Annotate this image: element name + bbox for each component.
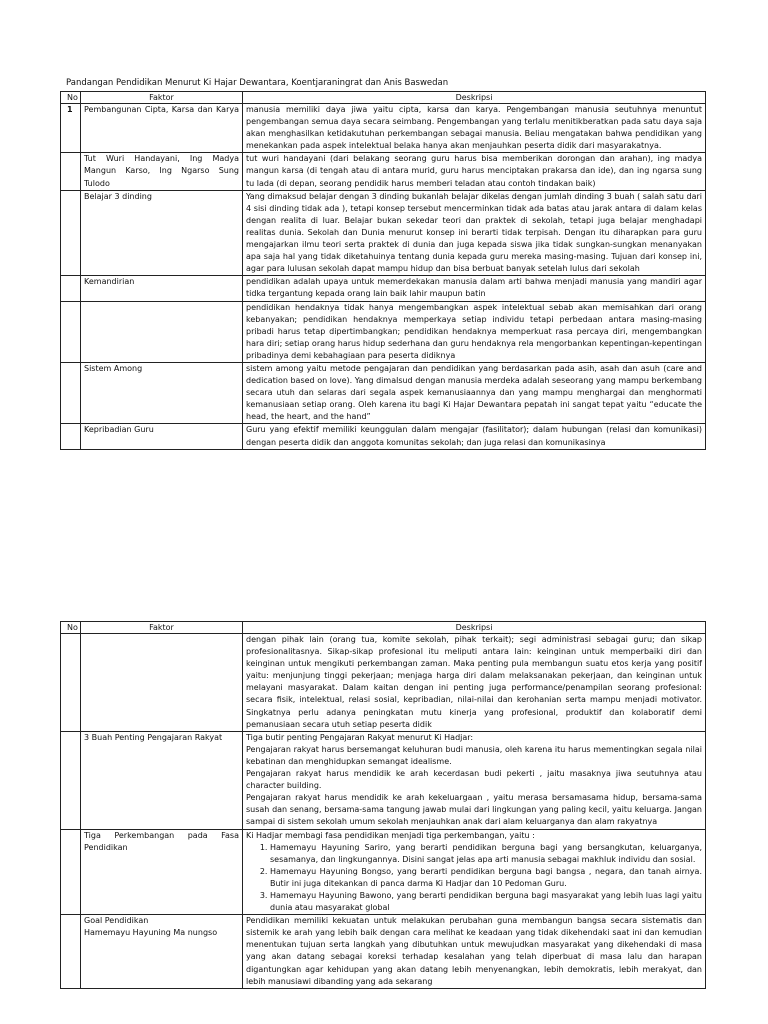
table-row: [61, 362, 706, 423]
faktor-cell: Tut Wuri Handayani, Ing Madya Mangun Karso, Ing Ngarso Sung Tulodo: [81, 153, 243, 190]
table-row: [61, 634, 706, 732]
header-deskripsi: Deskripsi: [243, 622, 706, 634]
paragraph: Pengajaran rakyat harus mendidik ke arah kekeluargaan , yaitu merasa bersamasama hidup, bersama-sama susah dan senang, bersama-sama tangung jawab mulai dari lingkungan yang paling kecil, yaitu keluarga. Jangan sampai di sistem sekolah umum sekolah menjauhkan anak dari alam keluarganya dan alam rakyatnya: [246, 793, 702, 827]
table-row: [61, 915, 706, 989]
row-number: [61, 424, 81, 449]
faktor-cell: Kepribadian Guru: [81, 424, 243, 449]
header-faktor: Faktor: [81, 622, 243, 634]
header-no: No: [61, 622, 81, 634]
deskripsi-cell: pendidikan hendaknya tidak hanya mengembangkan aspek intelektual sebab akan memisahkan dari orang kebanyakan; pendidikan hendaknya memperkaya setiap individu tetapi perbedaan antara masing-masing pribadi harus tetap dipertimbangkan; pendidikan hendaknya memperkuat rasa percaya diri, mengembangkan hara diri; setiap orang harus hidup sederhana dan guru hendaknya rela mengorbankan kepentingan-kepentingan pribadinya demi kebahagiaan para peserta didiknya: [243, 301, 706, 362]
table-row: [61, 190, 706, 276]
row-number: [61, 362, 81, 423]
row-number: [61, 634, 81, 732]
faktor-cell: 3 Buah Penting Pengajaran Rakyat: [81, 731, 243, 829]
faktor-cell: [81, 301, 243, 362]
row-number: [61, 731, 81, 829]
faktor-cell: Pembangunan Cipta, Karsa dan Karya: [81, 104, 243, 153]
paragraph: Tiga butir penting Pengajaran Rakyat menurut Ki Hadjar:: [246, 732, 474, 742]
deskripsi-cell: sistem among yaitu metode pengajaran dan pendidikan yang berdasarkan pada asih, asah dan asuh (care and dedication based on love). Yang dimalsud dengan manusia merdeka adalah seseorang yang mampu berkembang secara utuh dan selaras dari segala aspek kemanusiaannya dan yang mampu menghargai dan menghormati kemanusiaan setiap orang. Oleh karena itu bagi Ki Hajar Dewantara pepatah ini sangat tepat yaitu “educate the head, the heart, and the hand”: [243, 362, 706, 423]
row-number: [61, 829, 81, 915]
deskripsi-cell: Guru yang efektif memiliki keunggulan dalam mengajar (fasilitator); dalam hubungan (relasi dan komunikasi) dengan peserta didik dan anggota komunitas sekolah; dan juga relasi dan komunikasinya: [243, 424, 706, 449]
row-number: [61, 915, 81, 989]
row-number: [61, 301, 81, 362]
paragraph: Ki Hadjar membagi fasa pendidikan menjadi tiga perkembangan, yaitu :: [246, 830, 535, 840]
list-item: 2. Hamemayu Hayuning Bongso, yang berarti pendidikan berguna bagi bangsa , negara, dan tanah airnya. Butir ini juga ditekankan di panca darma Ki Hadjar dan 10 Pedoman Guru.: [270, 866, 702, 890]
row-number: [61, 276, 81, 301]
list-item: 1. Hamemayu Hayuning Sariro, yang berarti pendidikan berguna bagi yang bersangkutan, keluarganya, sesamanya, dan lingkungannya. Disini sangat jelas apa arti manusia sebagai makhluk individu dan sosial.: [270, 842, 702, 866]
table-row: [61, 731, 706, 829]
deskripsi-cell: Yang dimaksud belajar dengan 3 dinding bukanlah belajar dikelas dengan jumlah dinding 3 buah ( salah satu dari 4 sisi dinding tidak ada ), tetapi konsep tersebut mencerminkan tidak ada batas atau jarak antara di dalam kelas dengan realita di luar. Belajar bukan sekedar teori dan praktek di sekolah, tetapi juga belajar menghadapi realitas dunia. Sekolah dan Dunia menurut konsep ini berarti tidak terpisah. Dengan itu diharapkan para guru mengajarkan ilmu teori serta praktek di dunia dan juga kepada siswa jika tidak sungkan-sungkan menanyakan apa saja hal yang tidak diketahuinya tentang dunia kepada guru mereka masing-masing. Tujuan dari konsep ini, agar para lulusan sekolah dapat mampu hidup dan bisa berbuat banyak setelah lulus dari sekolah: [243, 190, 706, 276]
faktor-cell: Tiga Perkembangan pada Fasa Pendidikan: [81, 829, 243, 915]
table-row: [61, 829, 706, 915]
paragraph: Pengajaran rakyat harus mendidik ke arah kecerdasan budi pekerti , jaitu masaknya jiwa seutuhnya atau character building.: [246, 769, 702, 791]
row-number: [61, 190, 81, 276]
faktor-cell: [81, 915, 243, 989]
deskripsi-cell: [243, 731, 706, 829]
deskripsi-cell: manusia memiliki daya jiwa yaitu cipta, karsa dan karya. Pengembangan manusia seutuhnya menuntut pengembangan semua daya secara seimbang. Pengembangan yang terlalu menitikberatkan pada satu daya saja akan menghasilkan ketidakutuhan perkembangan sebagai manusia. Beliau mengatakan bahwa pendidikan yang menekankan pada aspek intelektual belaka hanya akan menjauhkan peserta didik dari masyarakatnya.: [243, 104, 706, 153]
table-row: [61, 424, 706, 449]
table-row: [61, 104, 706, 153]
deskripsi-cell: Pendidikan memiliki kekuatan untuk melakukan perubahan guna membangun bangsa secara sistematis dan sistemik ke arah yang lebih baik dengan cara melihat ke keadaan yang tidak dikehendaki saat ini dan kemudian menentukan tujuan serta langkah yang dibutuhkan untuk mewujudkan masyarakat yang dikehendaki di masa yang akan datang sebagai koreksi terhadap kesalahan yang telah diperbuat di masa lalu dan harapan digantungkan agar kehidupan yang akan datang lebih menyenangkan, lebih demokratis, lebih merakyat, dan lebih manusiawi dibanding yang ada sekarang: [243, 915, 706, 989]
education-factors-table: [60, 91, 706, 450]
deskripsi-cell: [243, 829, 706, 915]
page-title: Pandangan Pendidikan Menurut Ki Hajar Dewantara, Koentjaraningrat dan Anis Baswedan: [66, 78, 449, 88]
faktor-line: Goal Pendidikan: [84, 916, 149, 926]
row-number: [61, 153, 81, 190]
deskripsi-cell: tut wuri handayani (dari belakang seorang guru harus bisa memberikan dorongan dan arahan), ing madya mangun karsa (di tengah atau di antara murid, guru harus menciptakan prakarsa dan ide), dan ing ngarsa sung tu lada (di depan, seorang pendidik harus memberi teladan atau contoh tindakan baik): [243, 153, 706, 190]
table-row: [61, 276, 706, 301]
faktor-cell: [81, 634, 243, 732]
header-faktor: Faktor: [81, 92, 243, 104]
faktor-line: Hamemayu Hayuning Ma nungso: [84, 928, 218, 938]
table-row: [61, 301, 706, 362]
education-factors-table-continued: [60, 621, 706, 989]
faktor-cell: Kemandirian: [81, 276, 243, 301]
row-number: 1: [61, 104, 81, 153]
table-row: [61, 153, 706, 190]
header-no: No: [61, 92, 81, 104]
deskripsi-cell: dengan pihak lain (orang tua, komite sekolah, pihak terkait); segi administrasi sebagai guru; dan sikap profesionalitasnya. Sikap-sikap profesional itu meliputi antara lain: keinginan untuk memperbaiki diri dan keinginan untuk mengikuti perkembangan zaman. Maka penting pula membangun suatu etos kerja yang positif yaitu: menjunjung tinggi pekerjaan; menjaga harga diri dalam melaksanakan pekerjaan, dan keinginan untuk melayani masyarakat. Dalam kaitan dengan ini penting juga performance/penampilan seorang profesional: secara fisik, intelektual, relasi sosial, kepribadian, nilai-nilai dan kerohanian serta mampu menjadi motivator. Singkatnya perlu adanya peningkatan mutu kinerja yang profesional, produktif dan kolaboratif demi pemanusiaan secara utuh setiap peserta didik: [243, 634, 706, 732]
paragraph: Pengajaran rakyat harus bersemangat keluhuran budi manusia, oleh karena itu harus mementingkan segala nilai kebatinan dan menghidupkan semangat idealisme.: [246, 744, 702, 766]
list-item: 3. Hamemayu Hayuning Bawono, yang berarti pendidikan berguna bagi masyarakat yang lebih luas lagi yaitu dunia atau masyarakat global: [270, 890, 702, 914]
header-deskripsi: Deskripsi: [243, 92, 706, 104]
numbered-list: [246, 842, 702, 915]
table-header-row: [61, 622, 706, 634]
faktor-cell: Sistem Among: [81, 362, 243, 423]
deskripsi-cell: pendidikan adalah upaya untuk memerdekakan manusia dalam arti bahwa menjadi manusia yang mandiri agar tidka tergantung kepada orang lain baik lahir maupun batin: [243, 276, 706, 301]
table-header-row: [61, 92, 706, 104]
faktor-cell: Belajar 3 dinding: [81, 190, 243, 276]
